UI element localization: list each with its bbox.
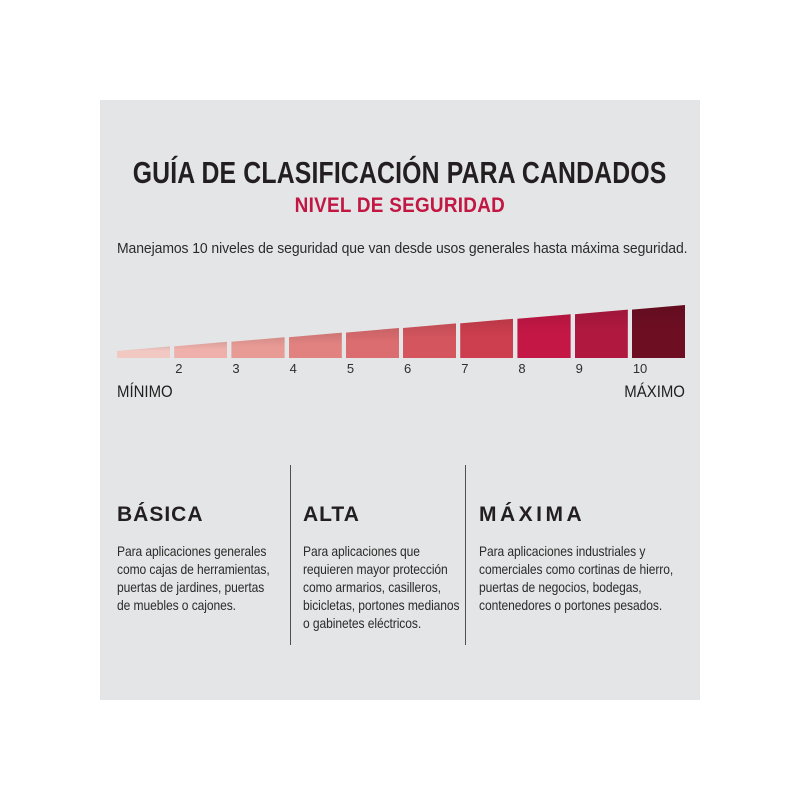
categories <box>117 465 683 645</box>
scale-minmax-labels <box>117 382 685 402</box>
header <box>100 155 700 191</box>
scale-number-10: 10 <box>632 361 648 376</box>
scale-number-3: 3 <box>232 361 240 376</box>
category-1 <box>117 465 290 645</box>
security-scale <box>117 305 685 402</box>
max-label: MÁXIMO <box>624 382 685 401</box>
subheader <box>100 194 700 218</box>
scale-segment-5 <box>346 305 399 358</box>
scale-number-2: 2 <box>175 361 183 376</box>
category-description: Para aplicaciones industriales y comerciales como cortinas de hierro, puertas de negocios, bodegas, contenedores o portones pesados. <box>479 543 674 613</box>
category-title: ALTA <box>303 503 360 526</box>
scale-number-5: 5 <box>346 361 355 376</box>
category-description: Para aplicaciones generales como cajas de herramientas, puertas de jardines, puertas de muebles o cajones. <box>117 543 270 613</box>
category-3 <box>465 465 683 645</box>
scale-segment-10 <box>632 305 685 358</box>
scale-number-6: 6 <box>404 361 412 376</box>
category-2 <box>290 465 465 645</box>
scale-bars <box>117 305 685 358</box>
scale-segment-9 <box>575 305 628 358</box>
intro-text: Manejamos 10 niveles de seguridad que van desde usos generales hasta máxima seguridad. <box>117 241 688 257</box>
scale-number-4: 4 <box>289 361 297 376</box>
scale-segment-1 <box>117 305 170 358</box>
scale-numbers <box>117 361 685 377</box>
scale-number-8: 8 <box>518 361 526 376</box>
scale-number-7: 7 <box>461 361 469 376</box>
category-title: BÁSICA <box>117 503 204 526</box>
scale-segment-3 <box>231 305 284 358</box>
classification-panel <box>100 100 700 700</box>
scale-segment-7 <box>460 305 513 358</box>
scale-number-1 <box>117 361 170 377</box>
scale-number-9: 9 <box>575 361 583 376</box>
category-description: Para aplicaciones que requieren mayor protección como armarios, casilleros, bicicletas, portones medianos o gabinetes eléctricos. <box>303 543 460 631</box>
page-title: GUÍA DE CLASIFICACIÓN PARA CANDADOS <box>133 155 667 190</box>
security-level-subtitle: NIVEL DE SEGURIDAD <box>294 194 506 217</box>
scale-segment-8 <box>517 305 570 358</box>
category-title: MÁXIMA <box>479 503 586 526</box>
min-label: MÍNIMO <box>117 382 173 401</box>
scale-segment-4 <box>289 305 342 358</box>
scale-segment-2 <box>174 305 227 358</box>
scale-segment-6 <box>403 305 456 358</box>
